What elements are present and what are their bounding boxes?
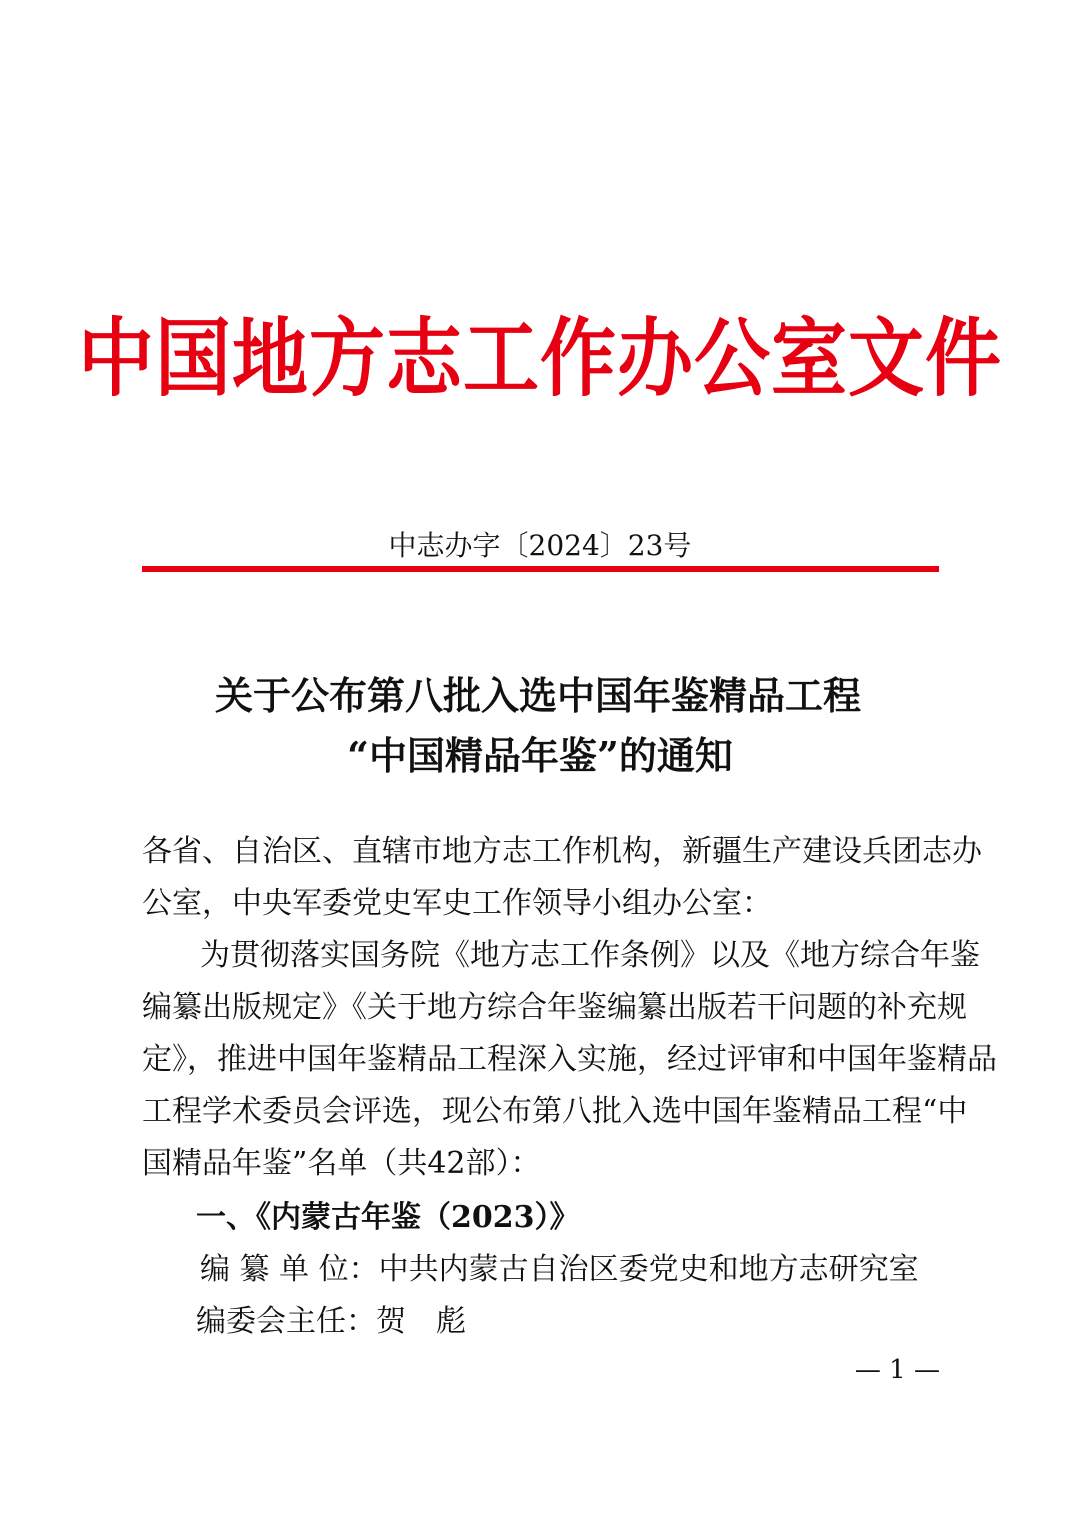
paragraph-line: 工程学术委员会评选，现公布第八批入选中国年鉴精品工程“中 [142,1094,968,1129]
masthead-title: 中国地方志工作办公室文件 [78,312,1002,408]
committee-director: 编委会主任：贺 彪 [196,1304,466,1339]
paragraph-line: 为贯彻落实国务院《地方志工作条例》以及《地方综合年鉴 [200,938,980,973]
paragraph-line: 编纂出版规定》《关于地方综合年鉴编纂出版若干问题的补充规 [142,990,967,1025]
compiler-unit: 编 纂 单 位：中共内蒙古自治区委党史和地方志研究室 [200,1252,919,1287]
page-number: — 1 — [854,1355,940,1385]
notice-title-line-2: “中国精品年鉴”的通知 [347,733,733,778]
paragraph-line: 定》，推进中国年鉴精品工程深入实施，经过评审和中国年鉴精品 [142,1042,997,1077]
addressee-line-2: 公室，中央军委党史军史工作领导小组办公室： [142,886,772,921]
item-heading: 一、《内蒙古年鉴（2023）》 [196,1200,580,1235]
document-number: 中志办字〔2024〕23号 [388,529,692,562]
red-separator-line [142,566,939,572]
addressee-line-1: 各省、自治区、直辖市地方志工作机构，新疆生产建设兵团志办 [142,834,982,869]
notice-title-line-1: 关于公布第八批入选中国年鉴精品工程 [214,673,861,718]
paragraph-line: 国精品年鉴”名单（共42部）： [142,1146,541,1181]
